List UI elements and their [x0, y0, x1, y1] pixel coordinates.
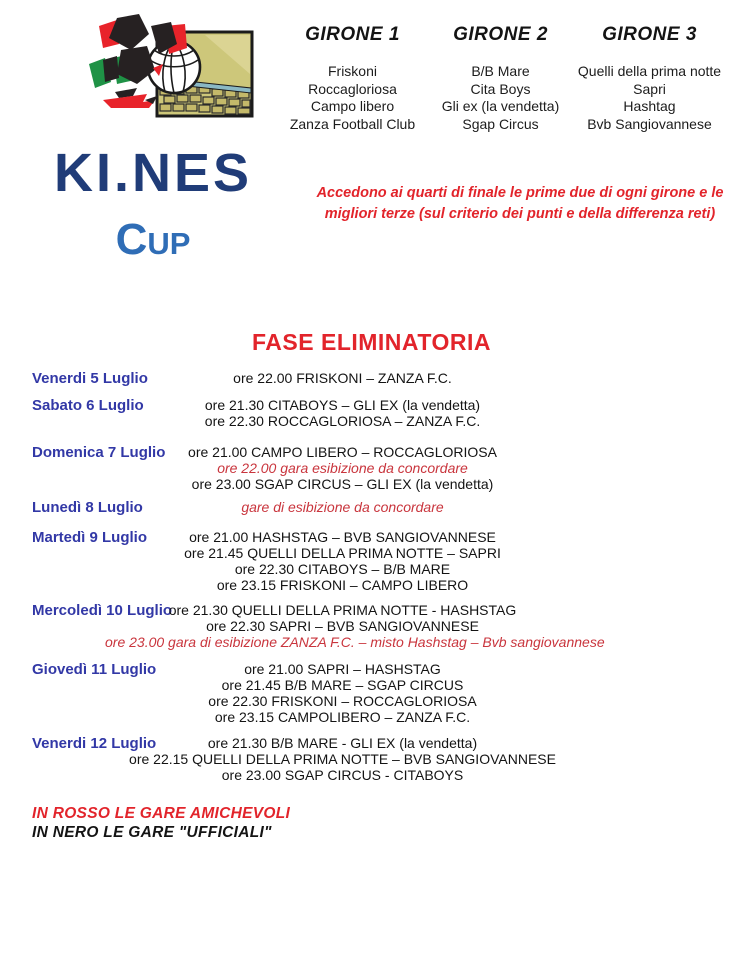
friendly-match-line: gare di esibizione da concordare	[241, 499, 444, 515]
match-line: ore 22.00 FRISKONI – ZANZA F.C.	[233, 370, 452, 386]
group-title: GIRONE 3	[602, 24, 697, 45]
match-line: ore 21.00 HASHSTAG – BVB SANGIOVANNESE	[189, 529, 496, 545]
legend	[32, 804, 290, 842]
match-line: ore 23.00 SGAP CIRCUS – GLI EX (la vendetta)	[191, 476, 494, 492]
day-date: Venerdi 12 Luglio	[32, 735, 157, 752]
day-matches	[105, 661, 580, 725]
team-name: Bvb Sangiovannese	[587, 115, 712, 132]
day-matches	[105, 735, 580, 783]
team-name: Zanza Football Club	[289, 115, 416, 132]
team-name: Quelli della prima notte	[577, 63, 722, 79]
group-title: GIRONE 2	[453, 24, 548, 45]
friendly-match-line: ore 23.00 gara di esibizione ZANZA F.C. – misto Hashstag – Bvb sangiovannese	[105, 634, 605, 650]
team-name: Friskoni	[327, 63, 377, 79]
day-date: Giovedì 11 Luglio	[32, 661, 157, 678]
day-date: Mercoledì 10 Luglio	[32, 602, 173, 619]
match-line: ore 22.30 ROCCAGLORIOSA – ZANZA F.C.	[204, 413, 481, 429]
match-line: ore 21.00 CAMPO LIBERO – ROCCAGLORIOSA	[188, 444, 497, 460]
day-matches	[105, 370, 580, 386]
match-line: ore 22.30 SAPRI – BVB SANGIOVANNESE	[206, 618, 479, 634]
match-line: ore 21.45 B/B MARE – SGAP CIRCUS	[221, 677, 464, 693]
match-line: ore 23.15 FRISKONI – CAMPO LIBERO	[216, 577, 469, 593]
legend-official: IN NERO LE GARE "UFFICIALI"	[32, 824, 272, 841]
match-line: ore 21.30 CITABOYS – GLI EX (la vendetta)	[204, 397, 481, 413]
day-date: Venerdi 5 Luglio	[32, 370, 148, 387]
team-name: Roccagloriosa	[308, 80, 397, 97]
team-name: Hashtag	[623, 98, 676, 114]
legend-friendly: IN ROSSO LE GARE AMICHEVOLI	[32, 805, 291, 822]
day-date: Lunedì 8 Luglio	[32, 499, 143, 516]
match-line: ore 21.45 QUELLI DELLA PRIMA NOTTE – SAPRI	[184, 545, 501, 561]
team-name: Campo libero	[310, 98, 395, 114]
friendly-match-line: ore 22.00 gara esibizione da concordare	[217, 460, 468, 476]
team-name: Cita Boys	[470, 80, 531, 97]
team-name: Gli ex (la vendetta)	[441, 98, 560, 114]
match-line: ore 22.30 CITABOYS – B/B MARE	[234, 561, 451, 577]
day-matches	[105, 529, 580, 593]
team-name: Sapri	[633, 80, 666, 97]
day-date: Sabato 6 Luglio	[32, 397, 144, 414]
team-name: Sgap Circus	[462, 115, 539, 132]
schedule-title: FASE ELIMINATORIA	[252, 329, 491, 355]
day-matches	[105, 499, 580, 515]
match-line: ore 23.00 SGAP CIRCUS - CITABOYS	[221, 767, 464, 783]
match-line: ore 22.15 QUELLI DELLA PRIMA NOTTE – BVB SANGIOVANNESE	[129, 751, 556, 767]
groups-section	[0, 24, 743, 174]
logo-title: KI.NES	[53, 143, 253, 203]
logo-subtitle: Cup	[115, 215, 191, 264]
qualification-note: Accedono ai quarti di finale le prime due di ogni girone e le migliori terze (sul criterio dei punti e della differenza reti)	[316, 185, 724, 222]
match-line: ore 23.15 CAMPOLIBERO – ZANZA F.C.	[214, 709, 471, 725]
group-title: GIRONE 1	[305, 24, 400, 45]
group-column-3	[562, 24, 737, 133]
day-date: Domenica 7 Luglio	[32, 444, 166, 461]
day-matches	[105, 602, 605, 650]
match-line: ore 21.00 SAPRI – HASHSTAG	[244, 661, 441, 677]
day-matches	[105, 397, 580, 429]
day-date: Martedì 9 Luglio	[32, 529, 148, 546]
day-matches	[105, 444, 580, 492]
match-line: ore 21.30 B/B MARE - GLI EX (la vendetta)	[207, 735, 478, 751]
match-line: ore 21.30 QUELLI DELLA PRIMA NOTTE - HASHSTAG	[168, 602, 517, 618]
match-line: ore 22.30 FRISKONI – ROCCAGLORIOSA	[208, 693, 477, 709]
team-name: B/B Mare	[471, 63, 530, 79]
